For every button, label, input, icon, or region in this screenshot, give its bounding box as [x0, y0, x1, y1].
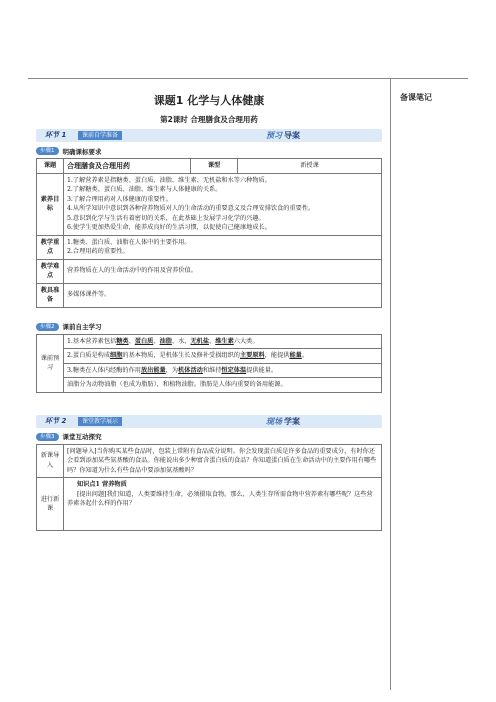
section-banner-1 [36, 129, 382, 142]
knowledge-point-text: [提出问题]我们知道，人类要维持生命，必须摄取食物。那么，人类生存所需食物中营养素有哪些呢？这些营养素各起什么样的作用？ [67, 490, 373, 507]
goal-item: 4.从所学知识中意识到各种营养物质对人的生命活动的重要意义及合理安排饮食的重要性。 [67, 205, 315, 212]
key-points-label: 教学重点 [37, 235, 64, 259]
intro-text: [问题导入]当你购买某些食品时，包装上常附有食品成分说明。你会发现蛋白质是许多食品的重要成分，有时你还会看到添加某些氨基酸的食品。你能说出多少种富含蛋白质的食品？你知道蛋白质在生命活动中的主要作用有哪些吗？你知道为什么有些食品中要添加氨基酸吗？ [64, 444, 382, 478]
section-banner-text: 课前自学准备 [78, 131, 122, 140]
goal-item: 6.使学生更加热爱生命，能养成良好的生活习惯，以促使自己健康地成长。 [67, 224, 271, 231]
goal-item: 5.意识到化学与生活有着密切的关系，在此基础上发展学习化学的兴趣。 [67, 214, 265, 222]
difficulty-label: 教学难点 [37, 259, 64, 283]
goals-list [64, 173, 382, 235]
topic-label: 课题 [37, 159, 64, 174]
topic-value: 合理膳食及合理用药 [64, 159, 191, 174]
section-banner-2 [36, 415, 382, 428]
preview-table [36, 334, 382, 393]
preview-label: 课前预习 [37, 334, 64, 392]
goals-label: 素养目标 [37, 173, 64, 235]
tools-label: 教具准备 [37, 283, 64, 307]
notes-divider [390, 78, 391, 690]
type-value: 新授课 [238, 159, 382, 174]
preview-item-3: 3.糖类在人体内经酶的作用放出能量，为机体活动和维持恒定体温提供能量。 [64, 363, 382, 378]
preview-item-4: 油脂分为动物油脂（也成为脂肪），和植物油脂。脂肪是人体内重要的备用能源。 [64, 378, 382, 393]
goal-item: 1.了解营养素是指糖类、蛋白质、油脂、维生素、无机盐和水等六种物质。 [67, 176, 271, 184]
step-pill: 步骤3 [36, 433, 59, 441]
section-banner-right: 预习 导案 [266, 131, 300, 140]
step-pill: 步骤1 [36, 147, 59, 155]
page-subtitle: 第2课时 合理膳食及合理用药 [160, 115, 258, 124]
key-point-item: 2.合理用药的重要性。 [67, 248, 129, 255]
type-label: 课型 [191, 159, 238, 174]
step-title: 明确课标要求 [62, 147, 102, 156]
difficulty-value: 营养物质在人的生命活动中的作用及营养价值。 [64, 259, 382, 283]
step-header-1 [36, 146, 382, 156]
section-banner-right: 现场 学案 [266, 416, 300, 426]
section-banner-text: 课堂教学展示 [78, 417, 122, 426]
page-title: 课题1 化学与人体健康 [153, 94, 265, 107]
section-banner-label: 环节 1 [45, 131, 67, 139]
preview-item-1: 1.基本营养素包括糖类、蛋白质、油脂、水、无机盐、维生素六大类。 [64, 334, 382, 349]
step-title: 课前自主学习 [62, 323, 102, 331]
intro-label: 新课导入 [37, 444, 64, 478]
key-point-item: 1.糖类、蛋白质、油脂在人体中的主要作用。 [67, 238, 191, 246]
notes-column-title: 备课笔记 [400, 93, 432, 102]
tools-value: 多媒体课件等。 [64, 283, 382, 307]
step-header-2 [36, 322, 382, 332]
step-title: 课堂互动探究 [62, 433, 102, 441]
goals-table [36, 158, 382, 308]
section-banner-label: 环节 2 [45, 416, 67, 425]
main-content [36, 92, 382, 531]
step-header-3 [36, 432, 382, 442]
preview-item-2: 2.蛋白质是构成细胞的基本物质，是机体生长及修补受损组织的主要原料，能提供能量。 [64, 349, 382, 364]
new-lesson-content [64, 478, 382, 531]
goal-item: 3.了解合理用药对人体健康的重要性。 [67, 195, 172, 203]
new-lesson-label: 进行新课 [37, 478, 64, 531]
class-table [36, 444, 382, 532]
knowledge-point-title: 知识点1 营养物质 [77, 481, 127, 488]
top-rule [28, 78, 468, 79]
page-frame [28, 78, 468, 690]
goal-item: 2.了解糖类、蛋白质、油脂、维生素与人体健康的关系。 [67, 186, 222, 193]
step-pill: 步骤2 [36, 323, 59, 331]
key-points [64, 235, 382, 259]
